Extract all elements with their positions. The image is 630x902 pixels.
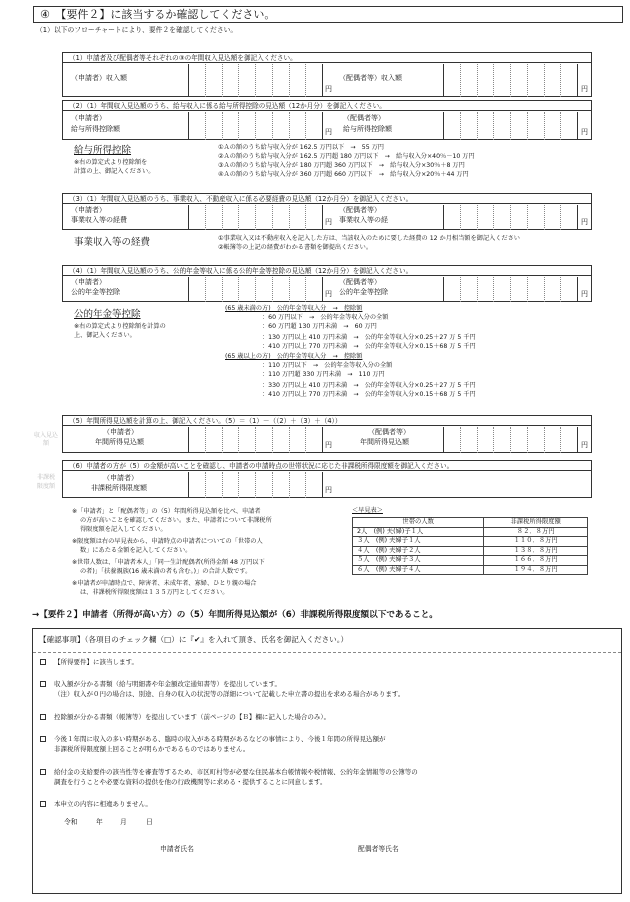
pension-deduction-note: 上、御記入ください。	[74, 332, 136, 339]
pension-over65-row: ：110 万円以下 → 公的年金等収入分の全額	[262, 362, 393, 369]
pension-over65-row: ：410 万円以上 770 万円未満 → 公的年金等収入分×0.15＋68 万 5 千円	[262, 391, 476, 398]
check-item-1	[40, 657, 138, 667]
pension-over65-row: ：330 万円以上 410 万円未満 → 公的年金等収入分×0.25＋27 万 5 千円	[262, 382, 476, 389]
spouse-pension-deduction-field[interactable]	[443, 277, 578, 302]
pension-under65-row: ：60 万円超 130 万円未満 → 60 万円	[262, 323, 377, 330]
spouse-label: （配偶者等）	[339, 206, 381, 214]
note-line: 数」にあたる金額を記入してください。	[80, 547, 192, 554]
yen-unit: 円	[325, 218, 332, 226]
checkbox[interactable]	[40, 801, 46, 807]
section-5-header: （5）年間所得見込額を計算の上、御記入ください。（5）＝（1）－（（2）＋（3）＋（4））	[63, 416, 591, 426]
check-text: 【所得要件】に該当します。	[54, 658, 138, 666]
pension-under65-header: (65 歳未満の方) 公的年金等収入分 → 控除額	[225, 305, 363, 312]
section-2-header: （2）（1）年間収入見込額のうち、給与収入に係る給与所得控除の見込額（12か月分）を御記入ください。	[63, 101, 591, 111]
applicant-annual-income-label: 年間所得見込額	[95, 438, 144, 446]
section-3-header: （3）（1）年間収入見込額のうち、事業収入、不動産収入に係る必要経費の見込額（12か月分）を御記入ください。	[63, 194, 591, 204]
note-line: の方が高いことを確認してください。また、申請者について非課税所	[80, 517, 272, 524]
table-cell: ８２．８万円	[484, 527, 588, 537]
check-text: 今後１年間に収入の多い時期がある、臨時の収入がある時期があるなどの事情により、今後１年間の所得見込額が	[54, 735, 386, 743]
business-expense-note-1: ①事業収入又は不動産収入を記入した方は、当該収入のために要した経費の 12 か月相当額を御記入ください	[218, 235, 520, 242]
business-expense-note-2: ②帳簿等の上記の経費がわかる書類を御提出ください。	[218, 244, 373, 251]
yen-unit: 円	[581, 85, 588, 93]
section-5	[62, 415, 592, 453]
page-title: ④ 【要件２】に該当するか確認してください。	[33, 6, 623, 23]
yen-unit: 円	[581, 290, 588, 298]
applicant-label: （申請者）	[103, 428, 138, 436]
spouse-business-expense-field[interactable]	[443, 205, 578, 230]
spouse-label: （配偶者等）	[339, 278, 381, 286]
applicant-label: （申請者）	[71, 278, 106, 286]
date-month-label: 月	[120, 818, 127, 826]
spouse-salary-deduction-label: 給与所得控除額	[343, 125, 392, 133]
table-header: 世帯の人数	[353, 518, 484, 528]
spouse-name-field[interactable]	[408, 842, 538, 854]
applicant-salary-deduction-field[interactable]	[188, 112, 323, 140]
check-text: 給付金の支給要件の該当性等を審査等するため、市区町村等が必要な住民基本台帳情報や税情報、公的年金情報等の公簿等の	[54, 768, 418, 776]
spouse-annual-income-label: 年間所得見込額	[360, 438, 409, 446]
yen-unit: 円	[581, 441, 588, 449]
section-1	[62, 52, 592, 97]
table-row	[353, 537, 588, 547]
check-text: 本申立の内容に相違ありません。	[54, 800, 152, 808]
pension-under65-row: ：410 万円以上 770 万円未満 → 公的年金等収入分×0.15＋68 万 5 千円	[262, 343, 476, 350]
table-cell: １９４．８万円	[484, 565, 588, 575]
spouse-business-expense-label: 事業収入等の経	[339, 216, 388, 224]
quick-reference-table	[352, 517, 588, 575]
pension-deduction-note: ※右の算定式より控除額を計算の	[74, 323, 166, 330]
table-row	[353, 565, 588, 575]
salary-formula-2: ②Ａの額のうち給与収入分が 162.5 万円超 180 万円以下 → 給与収入分×40％－10 万円	[218, 153, 475, 160]
section-1-header: （1）申請者及び配偶者等それぞれの③の年間収入見込額を御記入ください。	[63, 53, 591, 63]
salary-deduction-title: 給与所得控除	[74, 145, 132, 156]
section-3	[62, 193, 592, 230]
applicant-tax-exempt-limit-field[interactable]	[188, 472, 323, 498]
yen-unit: 円	[325, 441, 332, 449]
section-2	[62, 100, 592, 140]
date-era: 令和	[64, 818, 78, 826]
table-cell: 2人 (例) 夫(婦)子１人	[353, 527, 484, 537]
spouse-annual-income-field[interactable]	[443, 427, 578, 453]
yen-unit: 円	[325, 85, 332, 93]
confirmation-header: 【確認事項】（各項目のチェック欄（□）に『✔』を入れて頂き、氏名を御記入ください。）	[39, 635, 349, 644]
pension-over65-row: ：110 万円超 330 万円未満 → 110 万円	[262, 371, 385, 378]
applicant-tax-exempt-limit-label: 非課税所得限度額	[91, 484, 147, 492]
salary-deduction-note: 計算の上、御記入ください。	[74, 168, 155, 175]
faint-side-label: 収入見込額	[33, 432, 58, 447]
divider	[33, 652, 621, 653]
applicant-pension-deduction-field[interactable]	[188, 277, 323, 302]
check-item-2	[40, 679, 281, 689]
applicant-name-field[interactable]	[200, 842, 330, 854]
note-line: の者)」「扶養親族(16 歳未満の者も含む。)」の合計人数です。	[80, 568, 252, 575]
table-cell: １６６．８万円	[484, 556, 588, 566]
check-text: 控除額が分かる書類（帳簿等）を提出しています（前ページの【Ｂ】欄に記入した場合のみ）。	[54, 713, 331, 721]
check-text-cont: 調査を行うことや必要な資料の提供を他の行政機関等に求める・提供することに同意します。	[54, 778, 327, 786]
applicant-name-label: 申請者氏名	[160, 845, 194, 853]
table-row	[353, 527, 588, 537]
section-4	[62, 265, 592, 302]
table-cell: ３人 (例) 夫婦子１人	[353, 537, 484, 547]
spouse-pension-deduction-label: 公的年金等控除	[339, 288, 388, 296]
table-row	[353, 556, 588, 566]
applicant-label: （申請者）	[71, 114, 106, 122]
check-text: 収入額が分かる書類（給与明細書や年金額改定通知書等）を提出しています。	[54, 680, 281, 688]
note-line: ※限度額は右の早見表から、申請時点の申請者についての「世帯の人	[72, 538, 263, 545]
applicant-business-expense-label: 事業収入等の経費	[71, 216, 127, 224]
table-cell: １３８．８万円	[484, 546, 588, 556]
pension-over65-header: (65 歳以上の方) 公的年金等収入分 → 控除額	[225, 353, 363, 360]
pension-deduction-title: 公的年金等控除	[74, 309, 141, 320]
salary-deduction-note: ※右の算定式より控除額を	[74, 159, 148, 166]
business-expense-title: 事業収入等の経費	[74, 237, 151, 248]
requirement-2-conclusion: →【要件２】申請者（所得が高い方）の（5）年間所得見込額が（6）非課税所得限度額以下であること。	[32, 610, 438, 620]
check-item-3	[40, 712, 330, 722]
note-line: ※「申請者」と「配偶者等」の（5）年間所得見込額を比べ、申請者	[72, 508, 261, 515]
pension-under65-row: ：60 万円以下 → 公的年金等収入分の全額	[262, 314, 389, 321]
spouse-income-field[interactable]	[443, 64, 578, 97]
table-cell: ４人 (例) 夫婦子２人	[353, 546, 484, 556]
date-day-label: 日	[146, 818, 153, 826]
note-line: 得限度額を記入してください。	[80, 526, 167, 533]
check-item-6	[40, 799, 152, 809]
yen-unit: 円	[325, 128, 332, 136]
confirmation-section	[32, 628, 622, 894]
spouse-label: （配偶者等）	[368, 428, 410, 436]
check-item-4	[40, 734, 386, 744]
applicant-label: （申請者）	[103, 474, 138, 482]
applicant-salary-deduction-label: 給与所得控除額	[71, 125, 120, 133]
spouse-salary-deduction-field[interactable]	[443, 112, 578, 140]
section-6-header: （6）申請者の方が（5）の金額が高いことを確認し、申請者の申請時点の世帯状況に応じた非課税所得限度額を御記入ください。	[63, 461, 591, 471]
pension-under65-row: ：130 万円以上 410 万円未満 → 公的年金等収入分×0.25＋27 万 5 千円	[262, 334, 476, 341]
yen-unit: 円	[325, 486, 332, 494]
table-cell: １１０．８万円	[484, 537, 588, 547]
intro-text: （1）以下のフローチャートにより、要件２を確認してください。	[36, 26, 238, 34]
spouse-income-label: （配偶者等）収入額	[339, 74, 402, 82]
table-row	[353, 546, 588, 556]
applicant-income-field[interactable]	[188, 64, 323, 97]
table-cell: ５人 (例) 夫婦子３人	[353, 556, 484, 566]
checkbox[interactable]	[40, 769, 46, 775]
check-subnote: （注）収入が０円の場合は、別途、自身の収入の状況等の詳細について記載した申立書の提出を求める場合があります。	[54, 690, 405, 698]
section-6	[62, 460, 592, 498]
table-header: 非課税所得限度額	[484, 518, 588, 528]
faint-side-label: 限度額	[36, 483, 55, 490]
salary-formula-3: ③Ａの額のうち給与収入分が 180 万円超 360 万円以下 → 給与収入分×30％＋8 万円	[218, 162, 465, 169]
checkbox[interactable]	[40, 681, 46, 687]
salary-formula-4: ④Ａの額のうち給与収入分が 360 万円超 660 万円以下 → 給与収入分×20％＋44 万円	[218, 171, 469, 178]
date-year-label: 年	[96, 818, 103, 826]
checkbox[interactable]	[40, 659, 46, 665]
faint-side-label: 非課税	[36, 474, 55, 481]
section-4-header: （4）（1）年間収入見込額のうち、公的年金等収入に係る公的年金等控除の見込額（12か月分）を御記入ください。	[63, 266, 591, 276]
checkbox[interactable]	[40, 714, 46, 720]
note-line: ※申請者が申請時点で、障害者、未成年者、寡婦、ひとり親の場合	[72, 580, 257, 587]
applicant-pension-deduction-label: 公的年金等控除	[71, 288, 120, 296]
spouse-name-label: 配偶者等氏名	[358, 845, 399, 853]
applicant-business-expense-field[interactable]	[188, 205, 323, 230]
quick-table-title: ＜早見表＞	[352, 507, 383, 514]
spouse-label: （配偶者等）	[343, 114, 385, 122]
table-cell: ６人 (例) 夫婦子４人	[353, 565, 484, 575]
yen-unit: 円	[581, 128, 588, 136]
check-text-cont: 非課税所得限度額上回ることが明らかであるものではありません。	[54, 745, 250, 753]
yen-unit: 円	[325, 290, 332, 298]
applicant-income-label: （申請者）収入額	[71, 74, 127, 82]
salary-formula-1: ①Ａの額のうち給与収入分が 162.5 万円以下 → 55 万円	[218, 144, 384, 151]
check-item-5	[40, 767, 418, 777]
note-line: ※世帯人数は、「申請者本人」「同一生計配偶者(所得金額 48 万円以下	[72, 559, 265, 566]
checkbox[interactable]	[40, 736, 46, 742]
applicant-label: （申請者）	[71, 206, 106, 214]
yen-unit: 円	[581, 218, 588, 226]
applicant-annual-income-field[interactable]	[188, 427, 323, 453]
note-line: は、非課税所得限度額は１３５万円としてください。	[80, 589, 229, 596]
